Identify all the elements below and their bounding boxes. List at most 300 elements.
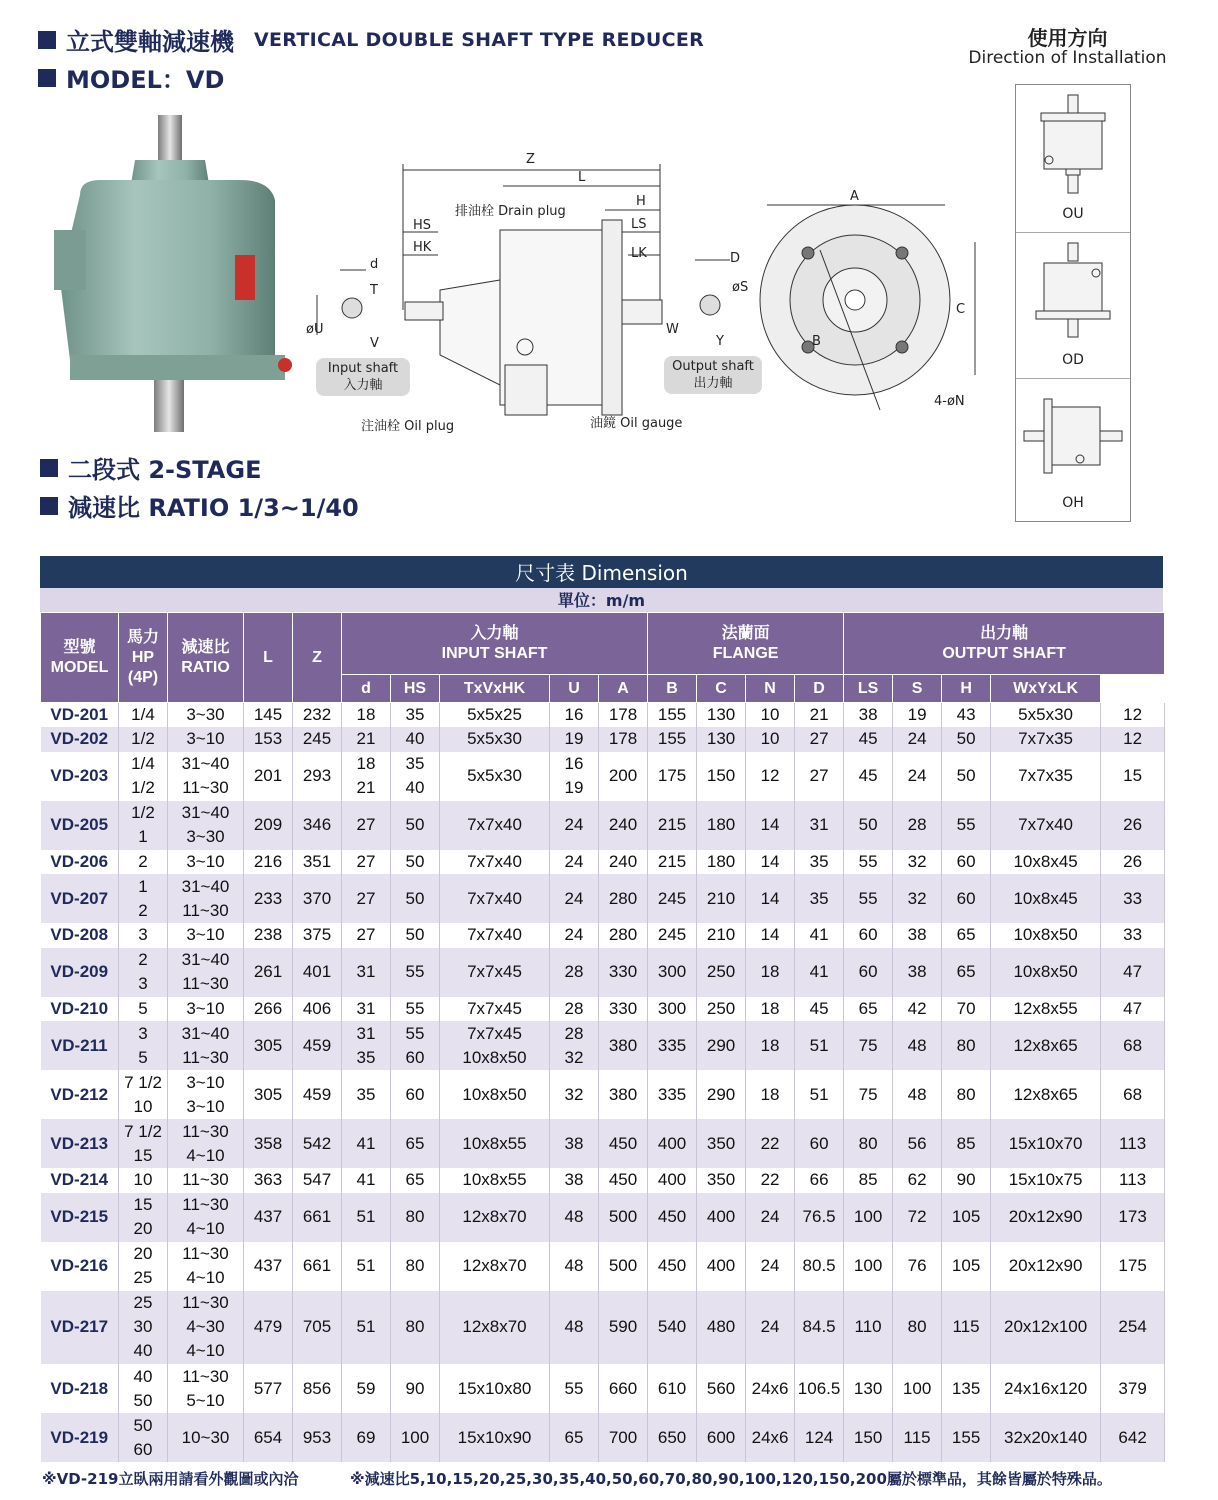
cell-line: 1/2 [131, 803, 155, 822]
cell-line: 31 [356, 1023, 376, 1043]
cell-b: 450 [648, 1193, 697, 1242]
cell-model: VD-219 [41, 1413, 119, 1462]
cell-hs [391, 1070, 440, 1119]
dim-s: øS [732, 280, 749, 295]
table-row [41, 752, 1165, 801]
cell-ls: 150 [844, 1413, 893, 1462]
cell-line: 7x7x40 [467, 851, 522, 871]
cell-z: 245 [293, 727, 342, 752]
cell-d [342, 801, 391, 850]
cell-hs [391, 997, 440, 1022]
dim-w: W [666, 322, 679, 337]
cell-line: 1/2 [131, 729, 155, 749]
cell-line: 3~10 [186, 1096, 225, 1116]
cell-line: 16 [564, 705, 584, 724]
cell-hs [391, 923, 440, 948]
cell-line: 40 [405, 729, 425, 749]
cell-h: 105 [942, 1242, 991, 1291]
cell-hp [119, 874, 168, 923]
cell-line: 41 [356, 1170, 376, 1190]
cell-hp [119, 997, 168, 1022]
dim-lk: LK [631, 246, 647, 261]
table-row [41, 1193, 1165, 1242]
cell-line: 11~30 [182, 1170, 229, 1190]
cell-d [342, 1291, 391, 1365]
cell-d: 124 [795, 1413, 844, 1462]
table-row [41, 1168, 1165, 1193]
cell-line: 50 [405, 815, 425, 834]
col-l: L [244, 613, 293, 703]
cell-hs [391, 1021, 440, 1070]
sub-col-d: d [342, 675, 391, 703]
cell-tvhk [440, 703, 550, 728]
table-row [41, 1242, 1165, 1291]
cell-s: 115 [893, 1413, 942, 1462]
cell-model: VD-213 [41, 1119, 119, 1168]
cell-d [342, 948, 391, 997]
cell-d: 45 [795, 997, 844, 1022]
sub-col-hs: HS [391, 675, 440, 703]
cell-d: 27 [795, 727, 844, 752]
cell-d [342, 703, 391, 728]
cell-z: 661 [293, 1193, 342, 1242]
cell-hp [119, 801, 168, 850]
col-input-shaft: 入力軸 INPUT SHAFT [342, 613, 648, 675]
cell-line: 31~40 [181, 754, 230, 773]
input-shaft-tag [316, 358, 410, 396]
cell-d: 35 [795, 850, 844, 875]
cell-c: 150 [697, 752, 746, 801]
cell-l: 216 [244, 850, 293, 875]
cell-u [550, 703, 599, 728]
cell-hs [391, 752, 440, 801]
cell-a: 500 [599, 1242, 648, 1291]
direction-ou [1016, 85, 1130, 233]
cell-line: 40 [133, 1366, 153, 1386]
cell-line: 10x8x50 [462, 1047, 527, 1067]
cell-u [550, 850, 599, 875]
cell-d [342, 874, 391, 923]
cell-line: 2 [138, 900, 148, 920]
cell-wylk: 20x12x100 [991, 1291, 1101, 1365]
cell-line: 10x8x50 [462, 1084, 527, 1104]
cell-line: 1 [138, 827, 148, 846]
cell-c: 130 [697, 727, 746, 752]
direction-title-en: Direction of Installation [968, 48, 1167, 68]
cell-u [550, 997, 599, 1022]
cell-z: 953 [293, 1413, 342, 1462]
cell-a: 450 [599, 1119, 648, 1168]
table-row [41, 850, 1165, 875]
cell-hs [391, 850, 440, 875]
cell-l: 479 [244, 1291, 293, 1365]
cell-w: 379 [1101, 1364, 1165, 1413]
cell-a: 200 [599, 752, 648, 801]
cell-w: 173 [1101, 1193, 1165, 1242]
cell-line: 11~30 [182, 1195, 229, 1214]
cell-hs [391, 874, 440, 923]
cell-hp [119, 948, 168, 997]
cell-w: 68 [1101, 1070, 1165, 1119]
cell-line: 15 [133, 1195, 153, 1214]
cell-line: 60 [133, 1439, 153, 1459]
cell-b: 335 [648, 1021, 697, 1070]
cell-c: 400 [697, 1242, 746, 1291]
cell-u [550, 752, 599, 801]
cell-line: 3~30 [186, 705, 225, 724]
cell-line: 7x7x40 [467, 888, 522, 908]
cell-a: 660 [599, 1364, 648, 1413]
cell-b: 335 [648, 1070, 697, 1119]
cell-line: 11~30 [182, 974, 229, 993]
cell-ls: 130 [844, 1364, 893, 1413]
cell-w: 12 [1101, 727, 1165, 752]
cell-z: 293 [293, 752, 342, 801]
col-ratio: 減速比 RATIO [168, 613, 244, 703]
cell-l: 201 [244, 752, 293, 801]
cell-ls: 75 [844, 1021, 893, 1070]
cell-d: 84.5 [795, 1291, 844, 1365]
cell-model: VD-215 [41, 1193, 119, 1242]
cell-c: 290 [697, 1070, 746, 1119]
cell-d [342, 1070, 391, 1119]
cell-n: 24 [746, 1242, 795, 1291]
cell-line: 4~10 [186, 1219, 225, 1238]
cell-ls: 100 [844, 1193, 893, 1242]
cell-line: 35 [356, 1047, 376, 1067]
cell-ratio [168, 1413, 244, 1462]
cell-h: 105 [942, 1193, 991, 1242]
cell-line: 21 [356, 778, 376, 797]
cell-wylk: 15x10x75 [991, 1168, 1101, 1193]
cell-line: 7 1/2 [124, 1072, 162, 1092]
dim-h: H [636, 194, 646, 209]
cell-ratio [168, 1242, 244, 1291]
cell-l: 209 [244, 801, 293, 850]
cell-u [550, 874, 599, 923]
cell-h: 80 [942, 1021, 991, 1070]
cell-ratio [168, 752, 244, 801]
cell-line: 5x5x25 [467, 705, 522, 724]
cell-tvhk [440, 874, 550, 923]
ratio-row [40, 488, 359, 523]
direction-od [1016, 233, 1130, 379]
cell-line: 38 [564, 1170, 584, 1190]
cell-line: 11~30 [182, 1293, 229, 1313]
cell-l: 305 [244, 1021, 293, 1070]
cell-line: 3~30 [186, 827, 225, 846]
cell-hp [119, 1168, 168, 1193]
cell-d [342, 1168, 391, 1193]
cell-line: 51 [356, 1207, 376, 1226]
cell-s: 28 [893, 801, 942, 850]
cell-l: 261 [244, 948, 293, 997]
cell-l: 233 [244, 874, 293, 923]
table-row [41, 1021, 1165, 1070]
cell-s: 62 [893, 1168, 942, 1193]
stage-row [40, 450, 261, 485]
cell-w: 642 [1101, 1413, 1165, 1462]
table-row [41, 1364, 1165, 1413]
cell-n: 24x6 [746, 1364, 795, 1413]
direction-oh [1016, 379, 1130, 521]
cell-line: 25 [133, 1293, 153, 1313]
cell-ratio [168, 948, 244, 997]
table-row [41, 1070, 1165, 1119]
cell-w: 68 [1101, 1021, 1165, 1070]
cell-hp [119, 850, 168, 875]
cell-line: 25 [133, 1268, 153, 1287]
cell-line: 48 [564, 1207, 584, 1226]
cell-line: 19 [564, 778, 584, 797]
cell-l: 238 [244, 923, 293, 948]
cell-line: 16 [564, 754, 584, 773]
cell-a: 450 [599, 1168, 648, 1193]
cell-z: 705 [293, 1291, 342, 1365]
cell-c: 210 [697, 923, 746, 948]
cell-tvhk [440, 801, 550, 850]
cell-tvhk [440, 850, 550, 875]
cell-line: 7x7x40 [467, 815, 522, 834]
cell-model: VD-202 [41, 727, 119, 752]
cell-n: 18 [746, 997, 795, 1022]
cell-line: 1/4 [131, 705, 155, 724]
cell-line: 35 [405, 754, 425, 773]
cell-c: 350 [697, 1168, 746, 1193]
sub-col-d: D [795, 675, 844, 703]
direction-label-od: OD [1062, 352, 1084, 368]
cell-d: 66 [795, 1168, 844, 1193]
cell-line: 55 [405, 1023, 425, 1043]
cell-line: 2 [138, 851, 148, 871]
input-shaft-cn: 入力軸 [343, 378, 383, 393]
cell-c: 180 [697, 801, 746, 850]
cell-s: 19 [893, 703, 942, 728]
cell-tvhk [440, 1364, 550, 1413]
cell-line: 15x10x90 [457, 1427, 532, 1447]
cell-n: 10 [746, 703, 795, 728]
cell-model: VD-206 [41, 850, 119, 875]
cell-b: 245 [648, 874, 697, 923]
dim-hs: HS [413, 218, 432, 233]
cell-h: 155 [942, 1413, 991, 1462]
cell-z: 401 [293, 948, 342, 997]
cell-line: 4~10 [186, 1145, 225, 1165]
cell-n: 10 [746, 727, 795, 752]
cell-line: 11~30 [182, 1244, 229, 1263]
output-shaft-cn: 出力軸 [693, 376, 733, 391]
cell-hs [391, 1291, 440, 1365]
cell-model: VD-209 [41, 948, 119, 997]
cell-wylk: 5x5x30 [991, 703, 1101, 728]
table-row [41, 1291, 1165, 1365]
cell-u [550, 1413, 599, 1462]
cell-line: 38 [564, 1133, 584, 1153]
cell-hp [119, 1364, 168, 1413]
cell-z: 351 [293, 850, 342, 875]
cell-u [550, 948, 599, 997]
cell-hs [391, 1413, 440, 1462]
cell-a: 380 [599, 1070, 648, 1119]
cell-c: 180 [697, 850, 746, 875]
model-row [38, 60, 224, 95]
cell-a: 240 [599, 850, 648, 875]
cell-line: 50 [133, 1390, 153, 1410]
cell-ls: 65 [844, 997, 893, 1022]
cell-l: 437 [244, 1242, 293, 1291]
cell-b: 540 [648, 1291, 697, 1365]
cell-line: 55 [564, 1378, 584, 1398]
cell-line: 32 [564, 1047, 584, 1067]
cell-w: 12 [1101, 703, 1165, 728]
cell-line: 80 [405, 1207, 425, 1226]
cell-w: 26 [1101, 850, 1165, 875]
cell-h: 43 [942, 703, 991, 728]
cell-line: 3~10 [186, 998, 225, 1018]
table-row [41, 727, 1165, 752]
cell-h: 80 [942, 1070, 991, 1119]
cell-line: 5~10 [186, 1390, 225, 1410]
cell-line: 20 [133, 1219, 153, 1238]
cell-d [342, 752, 391, 801]
cell-line: 10~30 [181, 1427, 230, 1447]
cell-l: 577 [244, 1364, 293, 1413]
cell-a: 590 [599, 1291, 648, 1365]
table-row [41, 1413, 1165, 1462]
cell-tvhk [440, 1291, 550, 1365]
cell-u [550, 1242, 599, 1291]
dim-ls: LS [631, 217, 647, 232]
cell-model: VD-208 [41, 923, 119, 948]
sub-col-s: S [893, 675, 942, 703]
cell-line: 5x5x30 [467, 766, 522, 785]
cell-line: 31 [356, 998, 376, 1018]
cell-d [342, 850, 391, 875]
cell-line: 27 [356, 888, 376, 908]
cell-line: 1 [138, 876, 148, 896]
cell-hp [119, 1242, 168, 1291]
model-label: MODEL：VD [66, 66, 225, 94]
cell-line: 28 [564, 962, 584, 981]
cell-wylk: 20x12x90 [991, 1242, 1101, 1291]
cell-line: 15x10x80 [457, 1378, 532, 1398]
cell-n: 14 [746, 801, 795, 850]
label-drain-plug: 排油栓 Drain plug [455, 204, 566, 219]
cell-d: 51 [795, 1070, 844, 1119]
cell-w: 175 [1101, 1242, 1165, 1291]
od-diagram-icon [1016, 233, 1130, 353]
cell-c: 250 [697, 948, 746, 997]
cell-line: 27 [356, 925, 376, 945]
cell-w: 254 [1101, 1291, 1165, 1365]
cell-line: 24 [564, 851, 584, 871]
reducer-photo [40, 110, 300, 440]
cell-w: 33 [1101, 923, 1165, 948]
cell-c: 130 [697, 703, 746, 728]
cell-line: 7x7x40 [467, 925, 522, 945]
cell-line: 7x7x45 [467, 1023, 522, 1043]
cell-h: 65 [942, 948, 991, 997]
table-row [41, 1119, 1165, 1168]
cell-tvhk [440, 1242, 550, 1291]
cell-line: 3~10 [186, 851, 225, 871]
cell-h: 135 [942, 1364, 991, 1413]
cell-w: 33 [1101, 874, 1165, 923]
cell-line: 12x8x70 [462, 1317, 527, 1337]
cell-line: 31~40 [181, 1023, 230, 1043]
cell-ls: 85 [844, 1168, 893, 1193]
cell-line: 3~10 [186, 729, 225, 749]
cell-l: 266 [244, 997, 293, 1022]
cell-wylk: 7x7x40 [991, 801, 1101, 850]
direction-panel [1015, 84, 1131, 522]
cell-ratio [168, 1070, 244, 1119]
cell-d: 51 [795, 1021, 844, 1070]
cell-wylk: 10x8x50 [991, 923, 1101, 948]
cell-tvhk [440, 1193, 550, 1242]
cell-line: 28 [564, 998, 584, 1018]
cell-d [342, 1119, 391, 1168]
cell-a: 700 [599, 1413, 648, 1462]
cell-hp [119, 727, 168, 752]
cell-a: 330 [599, 948, 648, 997]
cell-ls: 45 [844, 727, 893, 752]
cell-line: 3 [138, 1023, 148, 1043]
cell-c: 350 [697, 1119, 746, 1168]
cell-tvhk [440, 1413, 550, 1462]
cell-u [550, 1291, 599, 1365]
cell-s: 56 [893, 1119, 942, 1168]
cell-z: 406 [293, 997, 342, 1022]
cell-d [342, 727, 391, 752]
cell-n: 14 [746, 923, 795, 948]
cell-c: 250 [697, 997, 746, 1022]
cell-a: 330 [599, 997, 648, 1022]
cell-tvhk [440, 752, 550, 801]
cell-line: 5 [138, 998, 148, 1018]
cell-line: 50 [405, 925, 425, 945]
cell-z: 346 [293, 801, 342, 850]
cell-s: 32 [893, 874, 942, 923]
cell-line: 50 [405, 888, 425, 908]
cell-u [550, 1070, 599, 1119]
cell-u [550, 1021, 599, 1070]
cell-hp [119, 1119, 168, 1168]
cell-model: VD-203 [41, 752, 119, 801]
cell-model: VD-210 [41, 997, 119, 1022]
note-right: ※減速比5,10,15,20,25,30,35,40,50,60,70,80,90,100,120,150,200屬於標準品，其餘皆屬於特殊品。 [350, 1470, 1112, 1488]
cell-ratio [168, 850, 244, 875]
label-oil-gauge: 油鏡 Oil gauge [590, 416, 683, 431]
cell-wylk: 10x8x45 [991, 874, 1101, 923]
cell-n: 18 [746, 1021, 795, 1070]
cell-line: 40 [133, 1341, 153, 1361]
cell-s: 76 [893, 1242, 942, 1291]
cell-hs [391, 1119, 440, 1168]
cell-line: 7 1/2 [124, 1121, 162, 1141]
cell-ls: 55 [844, 850, 893, 875]
cell-a: 380 [599, 1021, 648, 1070]
cell-w: 113 [1101, 1119, 1165, 1168]
cell-d: 41 [795, 948, 844, 997]
dim-l: L [578, 170, 586, 185]
cell-line: 21 [356, 729, 376, 749]
cell-line: 4~10 [186, 1268, 225, 1287]
cell-b: 175 [648, 752, 697, 801]
cell-model: VD-214 [41, 1168, 119, 1193]
cell-d: 27 [795, 752, 844, 801]
cell-w: 47 [1101, 948, 1165, 997]
